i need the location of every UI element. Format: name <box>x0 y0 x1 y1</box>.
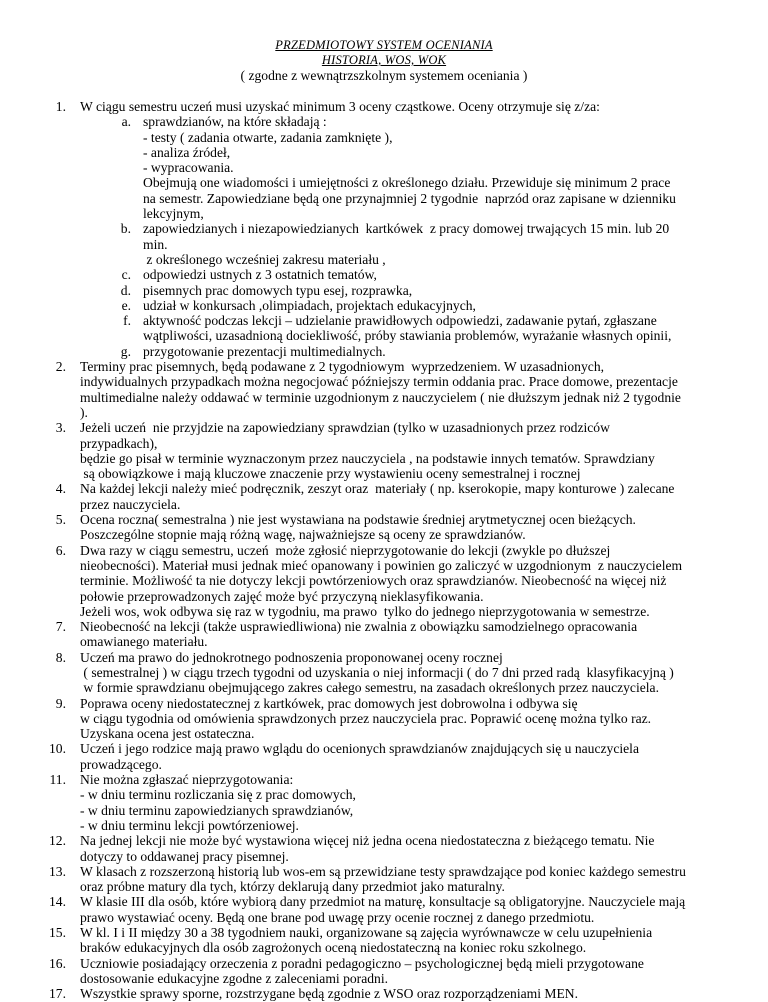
rules-list <box>0 99 690 1002</box>
rule-item <box>0 696 690 742</box>
rule-number: 13. <box>49 863 66 879</box>
rule-text-line: - w dniu terminu rozliczania się z prac domowych, <box>80 787 356 803</box>
sub-item-letter: a. <box>121 114 131 130</box>
rule-number: 5. <box>55 512 66 528</box>
sub-item-letter: d. <box>120 282 131 298</box>
sub-item-text-line: z określonego wcześniej zakresu materiału , <box>143 251 386 267</box>
rule-text-line: W klasach z rozszerzoną historią lub wos-em są przewidziane testy sprawdzające pod koniec każdego semestru <box>80 863 686 879</box>
rule-text-line: - w dniu terminu zapowiedzianych sprawdzianów, <box>80 802 354 818</box>
rule-number: 6. <box>55 542 66 558</box>
sub-item-text-line: zapowiedzianych i niezapowiedzianych kartkówek z pracy domowej trwających 15 min. lub 20 min. <box>143 221 673 252</box>
rule-text-line: dostosowanie edukacyjne zgodne z zaleceniami poradni. <box>80 970 389 986</box>
rule-text-line: Uczeń i jego rodzice mają prawo wglądu do ocenionych sprawdzianów znajdujących się u nauczyciela <box>80 741 639 757</box>
rule-text-line: W kl. I i II między 30 a 38 tygodniem nauki, organizowane są zajęcia wyrównawcze w celu uzupełnienia <box>80 925 653 941</box>
rule-item <box>0 512 690 543</box>
rule-number: 1. <box>55 99 66 114</box>
rule-item <box>0 543 690 619</box>
sub-item-text-line: - testy ( zadania otwarte, zadania zamknięte ), <box>143 129 393 145</box>
rule-text-line: braków edukacyjnych dla osób zagrożonych oceną niedostateczną na koniec roku szkolnego. <box>80 940 587 956</box>
sub-item <box>111 298 690 313</box>
sub-item-text-line: na semestr. Zapowiedziane będą one przynajmniej 2 tygodnie naprzód oraz zapisane w dzienniku <box>143 190 676 206</box>
rule-text-line: oraz próbne matury dla tych, którzy deklarują dany przedmiot jako maturalny. <box>80 879 505 895</box>
rule-text-line: Na jednej lekcji nie może być wystawiona więcej niż jedna ocena niedostateczna z bieżącego tematu. Nie <box>80 833 655 849</box>
rule-item <box>0 481 690 512</box>
rule-item <box>0 359 690 420</box>
rule-item <box>0 833 690 864</box>
rule-item <box>0 650 690 696</box>
document-header <box>0 38 768 84</box>
sub-item-text-line: udział w konkursach ,olimpiadach, projektach edukacyjnych, <box>143 297 476 313</box>
rule-item <box>0 894 690 925</box>
rule-text-line: Nie można zgłaszać nieprzygotowania: <box>80 772 294 788</box>
rule-text-line: W ciągu semestru uczeń musi uzyskać minimum 3 oceny cząstkowe. Oceny otrzymuje się z/za: <box>80 99 600 114</box>
rule-number: 9. <box>55 695 66 711</box>
sub-item <box>111 114 690 221</box>
sub-item-text-line: Obejmują one wiadomości i umiejętności z określonego działu. Przewiduje się minimum 2 prace <box>143 175 671 191</box>
sub-item-letter: b. <box>120 221 131 237</box>
rule-text-line: nieobecności). Materiał musi jednak mieć opanowany i powinien go zaliczyć w uzgodnionym z nauczycielem <box>80 557 683 573</box>
rule-item <box>0 99 690 359</box>
rule-text-line: Uczeń ma prawo do jednokrotnego podnoszenia proponowanej oceny rocznej <box>80 649 503 665</box>
rule-item <box>0 772 690 833</box>
rule-text-line: omawianego materiału. <box>80 634 208 650</box>
sub-item <box>111 283 690 298</box>
rule-text-line: Jeżeli wos, wok odbywa się raz w tygodniu, ma prawo tylko do jednego nieprzygotowania w semestrze. <box>80 603 650 619</box>
rule-text-line: Jeżeli uczeń nie przyjdzie na zapowiedziany sprawdzian (tylko w uzasadnionych przez rodziców przypadkach), <box>80 420 614 451</box>
rule-number: 4. <box>55 481 66 497</box>
rule-number: 12. <box>49 833 66 849</box>
rule-text-line: - w dniu terminu lekcji powtórzeniowej. <box>80 817 299 833</box>
rule-text-line: Wszystkie sprawy sporne, rozstrzygane będą zgodnie z WSO oraz rozporządzeniami MEN. <box>80 986 579 1002</box>
rule-text-line: w ciągu tygodnia od omówienia sprawdzonych przez nauczyciela prac. Poprawić ocenę można tylko raz. <box>80 710 652 726</box>
sub-item-text-line: przygotowanie prezentacji multimedialnych. <box>143 343 386 359</box>
rule-text-line: dotyczy to oddawanej pracy pisemnej. <box>80 848 289 864</box>
rule-text-line: Uzyskana ocena jest ostateczna. <box>80 726 255 742</box>
rule-text-line: Ocena roczna( semestralna ) nie jest wystawiana na podstawie średniej arytmetycznej ocen bieżących. <box>80 512 636 528</box>
rule-text-line: terminie. Możliwość ta nie dotyczy lekcji powtórzeniowych oraz sprawdzianów. Nieobecność na więcej niż <box>80 573 667 589</box>
rule-number: 15. <box>49 925 66 941</box>
sub-item-text-line: - wypracowania. <box>143 160 234 176</box>
rule-text-line: W klasie III dla osób, które wybiorą dany przedmiot na maturę, konsultacje są obligatoryjne. Nauczyciele mają <box>80 894 686 910</box>
sub-item <box>111 267 690 282</box>
sub-list <box>80 114 690 359</box>
rule-number: 17. <box>49 986 66 1002</box>
rule-text-line: przez nauczyciela. <box>80 496 181 512</box>
sub-item-text-line: - analiza źródeł, <box>143 144 231 160</box>
sub-item-letter: f. <box>123 313 131 329</box>
rule-text-line: w formie sprawdzianu obejmującego zakres całego semestru, na zasadach określonych przez nauczyciela. <box>80 680 659 696</box>
document-subjects: HISTORIA, WOS, WOK <box>321 53 447 67</box>
rule-text-line: prawo wystawiać oceny. Będą one brane pod uwagę przy ocenie rocznej z danego przedmiotu. <box>80 909 595 925</box>
document-title: PRZEDMIOTOWY SYSTEM OCENIANIA <box>275 38 493 52</box>
rule-number: 10. <box>49 741 66 757</box>
rule-text-line: ( semestralnej ) w ciągu trzech tygodni od uzyskania o niej informacji ( do 7 dni przed radą klasyfikacyjną ) <box>80 664 674 680</box>
rule-text-line: Nieobecność na lekcji (także usprawiedliwiona) nie zwalnia z obowiązku samodzielnego opracowania <box>80 619 638 635</box>
rule-item <box>0 925 690 956</box>
rule-text-line: multimedialne należy oddawać w terminie uzgodnionym z nauczycielem ( nie dłuższym jednak niż 2 tygodnie ). <box>80 389 685 420</box>
rule-number: 7. <box>55 619 66 635</box>
rule-number: 11. <box>49 772 66 788</box>
sub-item-text-line: lekcyjnym, <box>143 206 204 222</box>
sub-item-text-line: sprawdzianów, na które składają : <box>143 114 327 130</box>
sub-item <box>111 221 690 267</box>
rule-text-line: Dwa razy w ciągu semestru, uczeń może zgłosić nieprzygotowanie do lekcji (zwykle po dłuższej <box>80 542 611 558</box>
sub-item-letter: g. <box>120 343 131 359</box>
rule-text-line: Terminy prac pisemnych, będą podawane z 2 tygodniowym wyprzedzeniem. W uzasadnionych, <box>80 359 605 375</box>
rule-text-line: są obowiązkowe i mają kluczowe znaczenie przy wystawieniu oceny semestralnej i rocznej <box>80 466 581 482</box>
sub-item-text-line: aktywność podczas lekcji – udzielanie prawidłowych odpowiedzi, zadawanie pytań, zgłaszane <box>143 313 657 329</box>
rule-text-line: indywidualnych przypadkach można negocjować późniejszy termin oddania prac. Prace domowe, prezentacje <box>80 374 678 390</box>
sub-item-letter: c. <box>121 267 131 283</box>
rule-item <box>0 619 690 650</box>
rule-text-line: Na każdej lekcji należy mieć podręcznik, zeszyt oraz materiały ( np. kserokopie, mapy konturowe ) zalecane <box>80 481 675 497</box>
document-subtitle: ( zgodne z wewnątrzszkolnym systemem oceniania ) <box>240 68 528 83</box>
rule-item <box>0 420 690 481</box>
rule-text-line: Uczniowie posiadający orzeczenia z poradni pedagogiczno – psychologicznej będą mieli przygotowane <box>80 955 644 971</box>
rule-number: 14. <box>49 894 66 910</box>
rule-item <box>0 864 690 895</box>
sub-item-text-line: pisemnych prac domowych typu esej, rozprawka, <box>143 282 413 298</box>
rule-number: 16. <box>49 955 66 971</box>
rule-number: 2. <box>55 359 66 375</box>
sub-item-text-line: odpowiedzi ustnych z 3 ostatnich tematów, <box>143 267 377 283</box>
rule-number: 3. <box>55 420 66 436</box>
rule-item <box>0 741 690 772</box>
sub-item-text-line: wątpliwości, uzasadnioną dociekliwość, próby stawiania problemów, wyrażanie własnych opinii, <box>143 328 672 344</box>
sub-item-letter: e. <box>121 297 131 313</box>
rule-text-line: Poprawa oceny niedostatecznej z kartkówek, prac domowych jest dobrowolna i odbywa się <box>80 695 578 711</box>
rule-text-line: prowadzącego. <box>80 756 162 772</box>
rule-number: 8. <box>55 649 66 665</box>
sub-item <box>111 313 690 344</box>
rule-text-line: będzie go pisał w terminie wyznaczonym przez nauczyciela , na podstawie innych tematów. Sprawdziany <box>80 450 655 466</box>
sub-item <box>111 344 690 359</box>
rule-item <box>0 956 690 987</box>
rule-text-line: połowie przeprowadzonych zajęć może być przyczyną nieklasyfikowania. <box>80 588 484 604</box>
rule-text-line: Poszczególne stopnie mają różną wagę, najważniejsze są oceny ze sprawdzianów. <box>80 527 526 543</box>
